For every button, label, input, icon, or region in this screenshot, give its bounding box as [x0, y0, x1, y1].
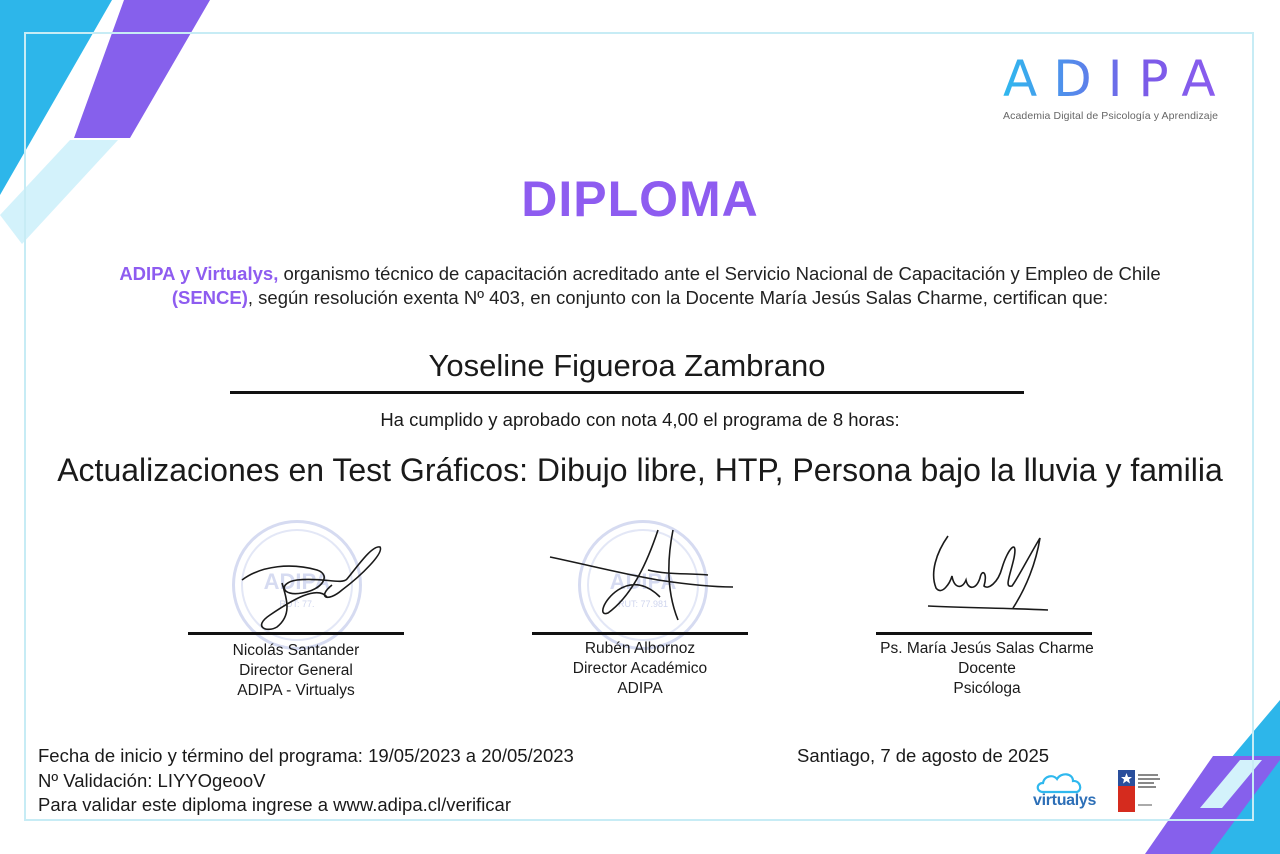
intro-accent-organizations: ADIPA y Virtualys, — [119, 263, 279, 284]
intro-text-1: organismo técnico de capacitación acreditado ante el Servicio Nacional de Capacitación y Empleo de Chile — [278, 263, 1161, 284]
signatory-name: Rubén Albornoz — [584, 640, 696, 657]
stamp-text: ADIPA — [609, 569, 677, 594]
signature-line-2 — [532, 632, 748, 635]
signature-scribble-2 — [548, 525, 738, 625]
virtualys-wordmark: virtualys — [1033, 792, 1097, 809]
grade-prefix: Ha cumplido y aprobado con nota — [380, 409, 657, 430]
program-dates-label: Fecha de inicio y término del programa: — [38, 745, 363, 766]
intro-text-2: , según resolución exenta Nº 403, en conjunto con la Docente María Jesús Salas Charme, certifican que: — [247, 287, 1109, 308]
validation-label: Nº Validación: — [38, 770, 153, 791]
intro-accent-sence: (SENCE) — [171, 287, 248, 308]
signatory-org: ADIPA — [617, 680, 663, 697]
grade-suffix: el programa de 8 horas: — [703, 409, 900, 430]
issue-date: 7 de agosto de 2025 — [880, 745, 1050, 766]
validation-number — [38, 770, 266, 792]
program-name: Actualizaciones en Test Gráficos: Dibujo libre, HTP, Persona bajo la lluvia y familia — [57, 452, 1223, 488]
stamp-text: ADIPA — [263, 569, 331, 594]
signatory-org: ADIPA - Virtualys — [237, 682, 355, 699]
logo-wordmark: ADIPA — [1003, 52, 1235, 106]
signatory-name: Ps. María Jesús Salas Charme — [880, 640, 1094, 657]
grade-value: 4,00 — [662, 409, 699, 430]
signatory-org: Psicóloga — [953, 680, 1021, 697]
signature-nicolas-santander — [222, 535, 392, 635]
signature-scribble-3 — [918, 528, 1058, 623]
verify-instructions — [38, 794, 511, 816]
student-name: Yoseline Figueroa Zambrano — [428, 348, 826, 383]
diploma-title: DIPLOMA — [521, 171, 759, 227]
signatory-role: Docente — [958, 660, 1016, 677]
signatory-name: Nicolás Santander — [232, 642, 360, 659]
signature-line-1 — [188, 632, 404, 635]
student-name-underline — [230, 391, 1024, 394]
signatory-block-2 — [490, 639, 790, 699]
signatory-block-3 — [837, 639, 1137, 699]
signatory-role: Director General — [239, 662, 353, 679]
stamp-subtext: RUT: 77.981 — [617, 599, 669, 609]
issue-place-date — [797, 745, 1049, 767]
signature-scribble-1 — [222, 535, 392, 635]
program-dates-value: 19/05/2023 a 20/05/2023 — [368, 745, 574, 766]
signature-ruben-albornoz — [548, 525, 738, 625]
program-dates — [38, 745, 574, 767]
signatory-role: Director Académico — [572, 660, 708, 677]
validation-code: LIYYOgeooV — [157, 770, 266, 791]
logo-subtitle: Academia Digital de Psicología y Aprendizaje — [1003, 110, 1219, 122]
stamp-subtext: RUT: 77. — [279, 599, 315, 609]
signature-line-3 — [876, 632, 1092, 635]
signature-maria-jesus-salas — [918, 528, 1058, 623]
verify-url-link[interactable]: www.adipa.cl/verificar — [333, 794, 512, 815]
grade-statement — [0, 409, 1280, 431]
signatory-block-1 — [146, 641, 446, 701]
virtualys-logo — [1033, 770, 1113, 812]
adipa-logo — [1003, 52, 1235, 122]
intro-paragraph — [100, 262, 1180, 310]
verify-text: Para validar este diploma ingrese a — [38, 794, 328, 815]
gobierno-de-chile-logo — [1118, 770, 1164, 812]
issue-city: Santiago, — [797, 745, 876, 766]
